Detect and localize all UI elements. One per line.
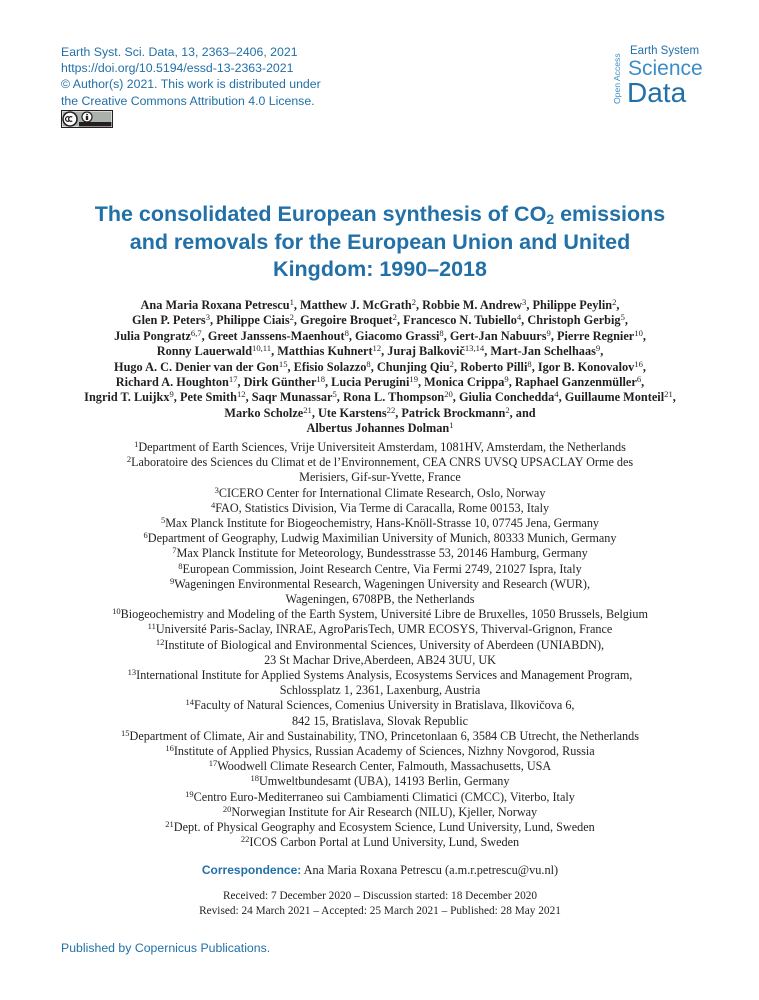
author-affiliation-number: 6,7 bbox=[190, 327, 202, 338]
affiliation-text: Centro Euro-Mediterraneo sui Cambiamenti Climatici (CMCC), Viterbo, Italy bbox=[193, 789, 575, 804]
author-name: Christoph Gerbig bbox=[527, 313, 621, 328]
affiliation-number: 5 bbox=[160, 515, 166, 526]
author-affiliation-number: 9 bbox=[546, 327, 551, 338]
author-affiliation-number: 12 bbox=[372, 343, 382, 354]
affiliation-item bbox=[86, 577, 674, 607]
affiliation-text: Department of Earth Sciences, Vrije Universiteit Amsterdam, 1081HV, Amsterdam, the Netherlands bbox=[138, 440, 626, 454]
author-affiliation-number: 2 bbox=[612, 297, 617, 307]
affiliation-item bbox=[86, 774, 674, 789]
author-affiliation-number: 21 bbox=[664, 389, 673, 400]
affiliation-item bbox=[86, 531, 674, 546]
copyright-notice: © Author(s) 2021. This work is distributed under bbox=[61, 77, 321, 92]
author-separator: , bbox=[325, 375, 332, 390]
author-affiliation-number: 16 bbox=[634, 358, 643, 369]
journal-name-line3: Data bbox=[627, 77, 687, 108]
correspondence bbox=[80, 863, 680, 878]
affiliation-number: 18 bbox=[250, 773, 259, 784]
author-name: Francesco N. Tubiello bbox=[403, 313, 517, 328]
author-separator: , bbox=[415, 298, 423, 312]
title-part-1: The consolidated European synthesis of CO bbox=[94, 202, 547, 226]
author-separator: , bbox=[381, 344, 388, 359]
author-separator: , bbox=[210, 313, 217, 328]
affiliation-number: 14 bbox=[185, 697, 195, 708]
affiliation-item bbox=[86, 729, 674, 744]
author-affiliation-number: 1 bbox=[289, 297, 294, 307]
author-affiliation-number: 4 bbox=[554, 389, 559, 400]
affiliation-number: 10 bbox=[112, 606, 121, 617]
author-separator: , bbox=[531, 359, 538, 374]
author-name: Richard A. Houghton bbox=[115, 375, 229, 390]
affiliation-text: Max Planck Institute for Biogeochemistry, Hans-Knöll-Strasse 10, 07745 Jena, Germany bbox=[165, 516, 600, 531]
author-name: Patrick Brockmann bbox=[401, 405, 506, 420]
open-access-label: Open Access bbox=[612, 53, 622, 104]
author-separator: , bbox=[642, 328, 646, 343]
author-name: Ronny Lauerwald bbox=[156, 344, 253, 359]
author-separator: , bbox=[453, 359, 461, 374]
affiliation-number: 8 bbox=[178, 560, 183, 571]
author-affiliation-number: 15 bbox=[278, 358, 288, 369]
author-affiliation-number: 12 bbox=[236, 389, 246, 400]
affiliation-text: Faculty of Natural Sciences, Comenius University in Bratislava, Ilkovičova 6, bbox=[194, 698, 575, 713]
title-subscript: 2 bbox=[546, 211, 555, 227]
author-separator: , bbox=[311, 405, 318, 420]
affiliation-text: Université Paris-Saclay, INRAE, AgroParisTech, UMR ECOSYS, Thiverval-Grignon, France bbox=[155, 622, 613, 637]
author-affiliation-number: 8 bbox=[527, 358, 532, 369]
affiliation-item bbox=[86, 759, 674, 774]
affiliation-text: Department of Geography, Ludwig Maximilian University of Munich, 80333 Munich, Germany bbox=[147, 531, 617, 546]
author-name: Monica Crippa bbox=[424, 375, 505, 390]
author-affiliation-number: 9 bbox=[595, 343, 601, 354]
affiliation-text: Max Planck Institute for Meteorology, Bundesstrasse 53, 20146 Hamburg, Germany bbox=[176, 546, 588, 561]
author-name: Rona L. Thompson bbox=[342, 390, 445, 405]
affiliation-text-continued: Merisiers, Gif-sur-Yvette, France bbox=[299, 470, 461, 485]
affiliation-number: 13 bbox=[127, 667, 137, 678]
author-affiliation-number: 6 bbox=[636, 374, 642, 385]
author-affiliation-number: 3 bbox=[522, 297, 527, 307]
author-affiliation-number: 8 bbox=[344, 327, 349, 338]
author-separator: , bbox=[336, 390, 343, 405]
author-name: Raphael Ganzenmüller bbox=[514, 375, 637, 390]
journal-name-line1: Earth System bbox=[630, 45, 700, 57]
author-affiliation-number: 8 bbox=[439, 327, 444, 338]
author-separator: , bbox=[173, 390, 180, 405]
author-name: Ana Maria Roxana Petrescu bbox=[140, 298, 290, 312]
author-separator: , bbox=[550, 328, 557, 343]
author-affiliation-number: 2 bbox=[289, 312, 294, 323]
affiliation-item bbox=[86, 516, 674, 531]
author-name: Albertus Johannes Dolman bbox=[306, 421, 450, 436]
affiliation-item bbox=[86, 486, 674, 501]
author-separator: , bbox=[642, 359, 646, 374]
author-separator: , bbox=[237, 375, 244, 390]
author-affiliation-number: 19 bbox=[409, 374, 418, 385]
affiliation-number: 22 bbox=[240, 834, 250, 845]
affiliation-number: 7 bbox=[172, 545, 177, 556]
author-separator: , bbox=[641, 375, 645, 390]
author-separator: , bbox=[558, 390, 565, 405]
affiliation-text: Laboratoire des Sciences du Climat et de l’Environnement, CEA CNRS UVSQ UPSACLAY Orme des bbox=[131, 455, 634, 470]
affiliation-number: 16 bbox=[165, 743, 174, 754]
author-name: Roberto Pilli bbox=[460, 359, 528, 374]
author-name: Hugo A. C. Denier van der Gon bbox=[114, 359, 279, 374]
author-name: Mart-Jan Schelhaas bbox=[490, 344, 596, 359]
affiliation-item bbox=[86, 622, 674, 637]
correspondence-label: Correspondence: bbox=[201, 863, 302, 877]
author-affiliation-number: 1 bbox=[449, 420, 454, 431]
affiliation-text: Biogeochemistry and Modeling of the Earth System, Université Libre de Bruxelles, 1050 Brussels, Belgium bbox=[120, 607, 648, 622]
paper-title bbox=[80, 201, 680, 284]
author-name: Marko Scholze bbox=[224, 405, 304, 420]
author-name: Robbie M. Andrew bbox=[422, 298, 523, 312]
affiliation-number: 1 bbox=[134, 439, 139, 449]
affiliation-item bbox=[86, 455, 674, 485]
author-affiliation-number: 9 bbox=[169, 389, 174, 400]
author-separator: , bbox=[395, 405, 402, 420]
author-name: Juraj Balkovič bbox=[387, 344, 465, 359]
affiliation-text: Department of Climate, Air and Sustainability, TNO, Princetonlaan 6, 3584 CB Utrecht, the Netherlands bbox=[129, 728, 639, 743]
author-affiliation-number: 18 bbox=[316, 374, 325, 385]
dates-line-2: Revised: 24 March 2021 – Accepted: 25 March 2021 – Published: 28 May 2021 bbox=[199, 905, 561, 918]
affiliation-number: 4 bbox=[210, 499, 216, 510]
author-name: Ingrid T. Luijkx bbox=[84, 390, 170, 405]
affiliation-number: 17 bbox=[208, 758, 218, 769]
author-affiliation-number: 21 bbox=[303, 404, 312, 415]
author-name: Igor B. Konovalov bbox=[537, 359, 635, 374]
author-name: Philippe Ciais bbox=[216, 313, 290, 328]
author-separator: , bbox=[508, 375, 515, 390]
affiliation-text: Institute of Applied Physics, Russian Academy of Sciences, Nizhny Novgorod, Russia bbox=[173, 744, 595, 759]
affiliation-item bbox=[86, 805, 674, 820]
affiliation-text: Dept. of Physical Geography and Ecosystem Science, Lund University, Lund, Sweden bbox=[173, 820, 595, 835]
author-separator: , bbox=[526, 298, 533, 312]
author-separator: , bbox=[293, 298, 301, 312]
author-affiliation-number: 4 bbox=[516, 312, 522, 323]
doi-link[interactable]: https://doi.org/10.5194/essd-13-2363-2021 bbox=[61, 61, 294, 76]
author-separator: , bbox=[370, 359, 377, 374]
affiliation-number: 6 bbox=[143, 530, 148, 541]
affiliation-number: 3 bbox=[214, 484, 219, 495]
author-name: Guillaume Monteil bbox=[564, 390, 665, 405]
affiliation-text: FAO, Statistics Division, Via Terme di Caracalla, Rome 00153, Italy bbox=[215, 500, 550, 515]
author-affiliation-number: 13,14 bbox=[464, 343, 485, 354]
affiliation-item bbox=[86, 440, 674, 455]
affiliation-text: Institute of Biological and Environmental Sciences, University of Aberdeen (UNIABDN), bbox=[164, 637, 605, 652]
author-name: Pierre Regnier bbox=[556, 328, 635, 343]
affiliation-text: Norwegian Institute for Air Research (NILU), Kjeller, Norway bbox=[231, 804, 538, 819]
affiliation-text-continued: Wageningen, 6708PB, the Netherlands bbox=[285, 592, 475, 607]
affiliation-number: 21 bbox=[165, 819, 174, 830]
author-separator: , bbox=[672, 390, 676, 405]
author-separator: , bbox=[616, 298, 620, 312]
author-name: Saqr Munassar bbox=[251, 390, 333, 405]
affiliation-text-continued: Schlossplatz 1, 2361, Laxenburg, Austria bbox=[279, 683, 481, 698]
author-name: Greet Janssens-Maenhout bbox=[207, 328, 345, 343]
author-affiliation-number: 5 bbox=[620, 312, 625, 323]
author-affiliation-number: 2 bbox=[505, 404, 510, 415]
affiliation-list bbox=[86, 440, 674, 850]
author-separator: , bbox=[245, 390, 252, 405]
affiliation-text: International Institute for Applied Systems Analysis, Ecosystems Services and Management Program, bbox=[136, 668, 633, 683]
affiliation-item bbox=[86, 562, 674, 577]
author-affiliation-number: 5 bbox=[332, 389, 337, 400]
author-name: Giulia Conchedda bbox=[458, 390, 555, 405]
affiliation-text: European Commission, Joint Research Centre, Via Fermi 2749, 21027 Ispra, Italy bbox=[182, 561, 582, 576]
affiliation-number: 12 bbox=[155, 636, 165, 647]
affiliation-text: Umweltbundesamt (UBA), 14193 Berlin, Germany bbox=[259, 774, 510, 789]
author-separator: , bbox=[443, 328, 450, 343]
author-name: Giacomo Grassi bbox=[355, 328, 440, 343]
affiliation-number: 20 bbox=[222, 803, 232, 814]
affiliation-text: ICOS Carbon Portal at Lund University, Lund, Sweden bbox=[249, 835, 520, 850]
affiliation-number: 11 bbox=[147, 621, 156, 632]
author-separator: , bbox=[521, 313, 528, 328]
author-name: Pete Smith bbox=[179, 390, 237, 405]
author-separator: , bbox=[293, 313, 301, 328]
author-separator: , bbox=[348, 328, 356, 343]
author-separator: , bbox=[287, 359, 294, 374]
author-name: Chunjing Qiu bbox=[376, 359, 450, 374]
citation: Earth Syst. Sci. Data, 13, 2363–2406, 2021 bbox=[61, 45, 298, 59]
author-separator: , bbox=[396, 313, 404, 328]
affiliation-item bbox=[86, 501, 674, 516]
affiliation-item bbox=[86, 638, 674, 668]
author-affiliation-number: 3 bbox=[205, 312, 210, 323]
affiliation-number: 19 bbox=[185, 788, 194, 799]
author-name: Philippe Peylin bbox=[532, 298, 613, 312]
author-separator: , and bbox=[509, 405, 536, 420]
affiliation-number: 9 bbox=[169, 575, 175, 586]
author-name: Glen P. Peters bbox=[132, 313, 206, 328]
affiliation-number: 2 bbox=[126, 454, 132, 465]
author-affiliation-number: 17 bbox=[228, 374, 238, 385]
author-affiliation-number: 2 bbox=[392, 312, 397, 323]
author-affiliation-number: 8 bbox=[366, 358, 371, 369]
creative-commons-by-icon[interactable] bbox=[61, 110, 113, 128]
affiliation-text: CICERO Center for International Climate Research, Oslo, Norway bbox=[218, 485, 546, 500]
affiliation-item bbox=[86, 668, 674, 698]
affiliation-item bbox=[86, 820, 674, 835]
author-separator: , bbox=[201, 328, 208, 343]
author-affiliation-number: 2 bbox=[449, 358, 454, 369]
license-notice[interactable]: the Creative Commons Attribution 4.0 License. bbox=[61, 93, 315, 108]
author-affiliation-number: 10 bbox=[634, 327, 643, 338]
author-name: Gregoire Broquet bbox=[300, 313, 393, 328]
author-separator: , bbox=[417, 375, 425, 390]
journal-name-line2: Science bbox=[628, 57, 703, 80]
affiliation-item bbox=[86, 790, 674, 805]
dates-line-1: Received: 7 December 2020 – Discussion started: 18 December 2020 bbox=[222, 890, 538, 902]
publisher-footer: Published by Copernicus Publications. bbox=[61, 941, 271, 955]
author-name: Ute Karstens bbox=[318, 405, 387, 420]
correspondence-text[interactable]: Ana Maria Roxana Petrescu (a.m.r.petrescu@vu.nl) bbox=[303, 863, 559, 877]
author-affiliation-number: 20 bbox=[444, 389, 453, 400]
author-separator: , bbox=[600, 344, 604, 359]
affiliation-text-continued: 23 St Machar Drive,Aberdeen, AB24 3UU, UK bbox=[264, 652, 496, 667]
author-separator: , bbox=[452, 390, 459, 405]
article-header bbox=[61, 44, 321, 109]
author-name: Julia Pongratz bbox=[114, 328, 191, 343]
author-separator: , bbox=[484, 344, 491, 359]
author-name: Lucia Perugini bbox=[331, 375, 410, 390]
author-list bbox=[80, 298, 680, 437]
author-name: Matthias Kuhnert bbox=[277, 344, 373, 359]
author-name: Efisio Solazzo bbox=[293, 359, 367, 374]
affiliation-item bbox=[86, 744, 674, 759]
affiliation-text: Woodwell Climate Research Center, Falmouth, Massachusetts, USA bbox=[217, 759, 552, 774]
author-separator: , bbox=[624, 313, 628, 328]
author-name: Gert-Jan Nabuurs bbox=[449, 328, 547, 343]
affiliation-text-continued: 842 15, Bratislava, Slovak Republic bbox=[291, 713, 469, 728]
affiliation-item bbox=[86, 698, 674, 728]
author-affiliation-number: 22 bbox=[386, 404, 396, 415]
publication-dates bbox=[80, 889, 680, 920]
affiliation-text: Wageningen Environmental Research, Wageningen University and Research (WUR), bbox=[174, 576, 591, 591]
author-affiliation-number: 2 bbox=[411, 297, 416, 307]
affiliation-item bbox=[86, 835, 674, 850]
affiliation-item bbox=[86, 546, 674, 561]
affiliation-number: 15 bbox=[121, 727, 130, 738]
affiliation-item bbox=[86, 607, 674, 622]
author-name: Dirk Günther bbox=[243, 375, 317, 390]
title-part-2: emissions and removals for the European Union and United Kingdom: 1990–2018 bbox=[129, 202, 666, 281]
author-affiliation-number: 9 bbox=[504, 374, 509, 385]
author-name: Matthew J. McGrath bbox=[300, 298, 412, 312]
author-affiliation-number: 10,11 bbox=[252, 343, 272, 354]
author-separator: , bbox=[271, 344, 278, 359]
